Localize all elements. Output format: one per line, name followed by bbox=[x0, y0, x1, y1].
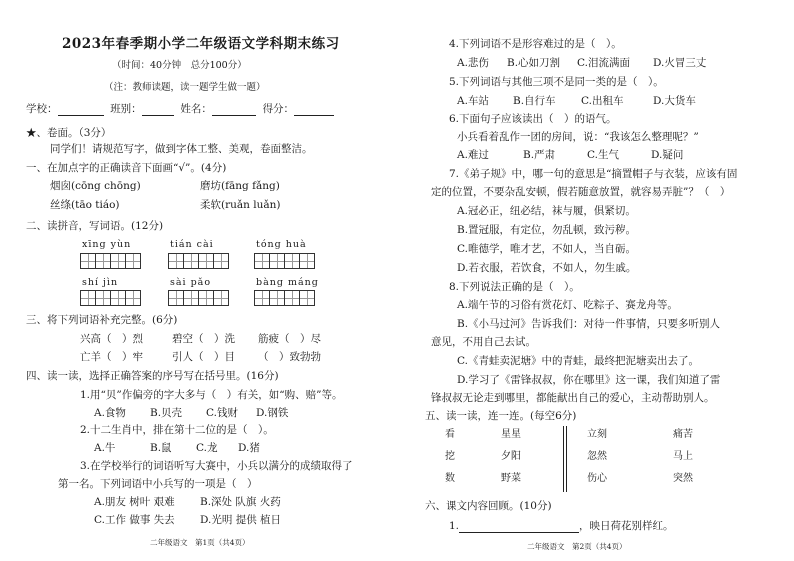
option: A.车站 bbox=[457, 95, 489, 107]
option: C.钱财 bbox=[206, 407, 238, 419]
pinyin-label: shí jìn bbox=[82, 277, 119, 288]
option: B.深处 队旗 火药 bbox=[200, 496, 281, 508]
match-word[interactable]: 突然 bbox=[673, 473, 693, 484]
option: D.学习了《雷锋叔叔，你在哪里》这一课，我们知道了雷 bbox=[457, 374, 721, 386]
recall-question-1: 1. ，映日荷花别样红。 bbox=[449, 520, 674, 532]
option: C.龙 bbox=[196, 442, 218, 454]
match-word[interactable]: 马上 bbox=[673, 451, 693, 462]
idiom-item: 兴高（ ）烈 bbox=[80, 333, 143, 345]
section-3-heading: 三、将下列词语补充完整。(6分) bbox=[26, 314, 178, 326]
idiom-item: 引人（ ）目 bbox=[172, 351, 235, 363]
exam-title: 2023年春季期小学二年级语文学科期末练习 bbox=[62, 36, 340, 52]
option: A.端午节的习俗有赏花灯、吃粽子、赛龙舟等。 bbox=[457, 299, 678, 311]
option: C.唯德学，唯才艺，不如人，当自砺。 bbox=[457, 243, 636, 255]
class-field[interactable] bbox=[142, 105, 174, 116]
question-6: 6.下面句子应该读出（ ）的语气。 bbox=[449, 113, 617, 125]
option: B.严肃 bbox=[523, 149, 556, 161]
writing-grid[interactable] bbox=[80, 253, 140, 269]
question-2: 2.十二生肖中，排在第十二位的是（ ）。 bbox=[80, 424, 274, 436]
match-word[interactable]: 痛苦 bbox=[673, 429, 693, 440]
option: C.出租车 bbox=[581, 95, 624, 107]
option: A.食物 bbox=[94, 407, 126, 419]
writing-grid[interactable] bbox=[254, 253, 314, 269]
option: B.《小马过河》告诉我们：对待一件事情，只要多听别人 bbox=[457, 318, 721, 330]
pinyin-label: tián cài bbox=[170, 239, 214, 250]
match-word[interactable]: 数 bbox=[445, 473, 455, 484]
idiom-item: 碧空（ ）洗 bbox=[172, 333, 235, 345]
option: A.朋友 树叶 艰难 bbox=[94, 496, 175, 508]
pinyin-label: tóng huà bbox=[256, 239, 307, 250]
idiom-item: （ ）致勃勃 bbox=[258, 351, 321, 363]
writing-grid[interactable] bbox=[80, 290, 140, 306]
question-8: 8.下列说法正确的是（ ）。 bbox=[449, 281, 580, 293]
score-field[interactable] bbox=[294, 105, 334, 116]
page-footer: 二年级语文 第2页（共4页） bbox=[527, 542, 627, 551]
page-footer: 二年级语文 第1页（共4页） bbox=[150, 538, 250, 547]
match-word[interactable]: 星星 bbox=[501, 429, 521, 440]
section-5-heading: 五、读一读，连一连。(每空6分) bbox=[425, 410, 577, 422]
right-page bbox=[397, 0, 794, 561]
option: C.泪流满面 bbox=[577, 57, 630, 69]
s1-item: 烟囱(cōng chōng) bbox=[50, 180, 141, 192]
writing-grid[interactable] bbox=[168, 253, 228, 269]
section-2-heading: 二、读拼音，写词语。(12分) bbox=[26, 220, 164, 232]
option: B.鼠 bbox=[150, 442, 172, 454]
option: D.大货车 bbox=[653, 95, 696, 107]
student-info: 学校： 班别： 姓名： 得分： bbox=[26, 103, 334, 116]
question-5: 5.下列词语与其他三项不是同一类的是（ ）。 bbox=[449, 76, 664, 88]
option: A.难过 bbox=[457, 149, 489, 161]
match-word[interactable]: 夕阳 bbox=[501, 451, 521, 462]
idiom-item: 筋疲（ ）尽 bbox=[258, 333, 321, 345]
question-6-text: 小兵看着乱作一团的房间，说：“我该怎么整理呢？” bbox=[457, 131, 699, 143]
section-6-heading: 六、课文内容回顾。(10分) bbox=[425, 500, 552, 512]
match-word[interactable]: 挖 bbox=[445, 451, 455, 462]
school-field[interactable] bbox=[58, 105, 104, 116]
option: D.光明 提供 植日 bbox=[200, 514, 282, 526]
question-1: 1.用“贝”作偏旁的字大多与（ ）有关，如“购、赔”等。 bbox=[80, 389, 343, 401]
option: B.自行车 bbox=[513, 95, 556, 107]
option: B.贝壳 bbox=[150, 407, 183, 419]
match-word[interactable]: 看 bbox=[445, 429, 455, 440]
option: B.心如刀割 bbox=[507, 57, 561, 69]
pinyin-label: bàng máng bbox=[256, 277, 319, 288]
option-cont: 意见，不用自己去试。 bbox=[431, 336, 536, 348]
option: B.置冠服，有定位，勿乱顿，致污秽。 bbox=[457, 224, 637, 236]
pinyin-label: sài pǎo bbox=[170, 277, 212, 288]
writing-grid[interactable] bbox=[254, 290, 314, 306]
option: D.火冒三丈 bbox=[653, 57, 707, 69]
match-word[interactable]: 伤心 bbox=[587, 473, 607, 484]
option: D.猪 bbox=[238, 442, 260, 454]
time-score: （时间：40分钟 总分100分） bbox=[112, 60, 247, 71]
option: C.《青蛙卖泥塘》中的青蛙，最终把泥塘卖出去了。 bbox=[457, 355, 699, 367]
idiom-item: 亡羊（ ）牢 bbox=[80, 351, 143, 363]
teacher-note: （注：教师读题，读一题学生做一题） bbox=[104, 82, 266, 93]
divider-line bbox=[563, 426, 564, 492]
question-7-line1: 7.《弟子规》中，哪一句的意思是“摘置帽子与衣装，应该有固 bbox=[449, 168, 738, 180]
s1-item: 柔软(ruǎn luǎn) bbox=[200, 199, 281, 211]
option: D.若衣服，若饮食，不如人，勿生戚。 bbox=[457, 262, 637, 274]
divider-line bbox=[566, 426, 567, 492]
s1-item: 丝绦(tāo tiáo) bbox=[50, 199, 120, 211]
match-word[interactable]: 野菜 bbox=[501, 473, 521, 484]
option: A.牛 bbox=[94, 442, 116, 454]
option: D.疑问 bbox=[651, 149, 684, 161]
section-1-heading: 一、在加点字的正确读音下面画“√”。(4分) bbox=[26, 162, 227, 174]
section-0-heading: ★、卷面。（3分） bbox=[26, 127, 112, 139]
option: D.钢铁 bbox=[256, 407, 289, 419]
question-4: 4.下列词语不是形容难过的是（ ）。 bbox=[449, 38, 622, 50]
question-3-line2: 第一名。下列词语中小兵写的一项是（ ） bbox=[58, 478, 258, 490]
option: C.工作 做事 失去 bbox=[94, 514, 175, 526]
answer-blank[interactable] bbox=[459, 522, 579, 533]
option: A.悲伤 bbox=[457, 57, 489, 69]
question-7-line2: 定的位置，不要杂乱安顿，假若随意放置，就容易弄脏”？（ ） bbox=[431, 186, 731, 198]
match-word[interactable]: 立刻 bbox=[587, 429, 607, 440]
question-3-line1: 3.在学校举行的词语听写大赛中，小兵以满分的成绩取得了 bbox=[80, 460, 353, 472]
option: A.冠必正，纽必结，袜与履，俱紧切。 bbox=[457, 205, 636, 217]
match-word[interactable]: 忽然 bbox=[587, 451, 607, 462]
option-cont: 锋叔叔无论走到哪里，都能献出自己的爱心，主动帮助别人。 bbox=[431, 392, 715, 404]
section-0-text: 同学们！请规范写字，做到字体工整、美观，卷面整洁。 bbox=[50, 143, 313, 155]
s1-item: 磨坊(fāng fǎng) bbox=[200, 180, 280, 192]
writing-grid[interactable] bbox=[168, 290, 228, 306]
option: C.生气 bbox=[587, 149, 619, 161]
pinyin-label: xīng yùn bbox=[82, 239, 132, 250]
name-field[interactable] bbox=[212, 105, 256, 116]
section-4-heading: 四、读一读，选择正确答案的序号写在括号里。(16分) bbox=[26, 370, 279, 382]
